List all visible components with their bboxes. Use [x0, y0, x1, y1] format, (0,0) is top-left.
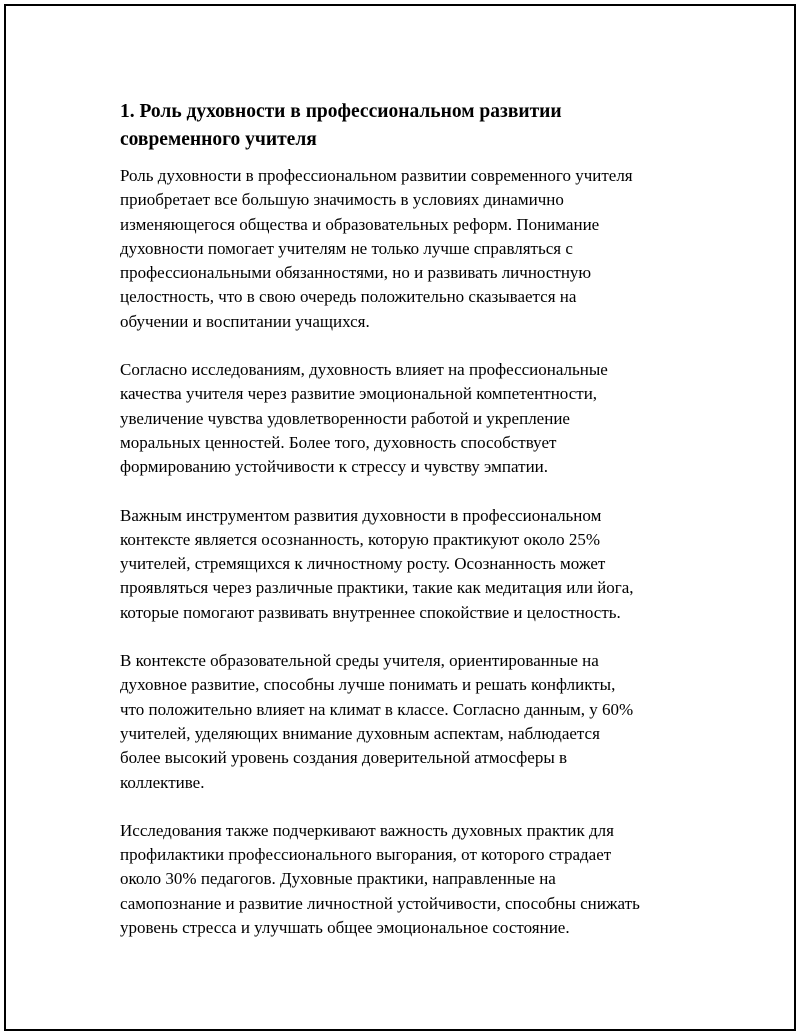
paragraph-4: В контексте образовательной среды учителя, ориентированные на духовное развитие, способны лучше понимать и решать конфликты, что положительно влияет на климат в классе. Согласно данным, у 60% учителей, уделяющих внимание духовным аспектам, наблюдается более высокий уровень создания доверительной атмосферы в коллективе.: [120, 651, 634, 792]
paragraph-1: Роль духовности в профессиональном развитии современного учителя приобретает все большую значимость в условиях динамично изменяющегося общества и образовательных реформ. Понимание духовности помогает учителям не только лучше справляться с профессиональными обязанностями, но и развивать личностную целостность, что в свою очередь положительно сказывается на обучении и воспитании учащихся.: [120, 166, 633, 331]
document-body: [120, 98, 700, 964]
paragraph-2: Согласно исследованиям, духовность влияет на профессиональные качества учителя через развитие эмоциональной компетентности, увеличение чувства удовлетворенности работой и укрепление моральных ценностей. Более того, духовность способствует формированию устойчивости к стрессу и чувству эмпатии.: [120, 360, 608, 477]
paragraph-3: Важным инструментом развития духовности в профессиональном контексте является осознанность, которую практикуют около 25% учителей, стремящихся к личностному росту. Осознанность может проявляться через различные практики, такие как медитация или йога, которые помогают развивать внутреннее спокойствие и целостность.: [120, 505, 634, 622]
section-heading: 1. Роль духовности в профессиональном развитии современного учителя: [120, 101, 562, 150]
paragraph-5: Исследования также подчеркивают важность духовных практик для профилактики профессионального выгорания, от которого страдает около 30% педагогов. Духовные практики, направленные на самопознание и развитие личностной устойчивости, способны снижать уровень стресса и улучшать общее эмоциональное состояние.: [120, 820, 640, 938]
document-page: [4, 4, 796, 1031]
